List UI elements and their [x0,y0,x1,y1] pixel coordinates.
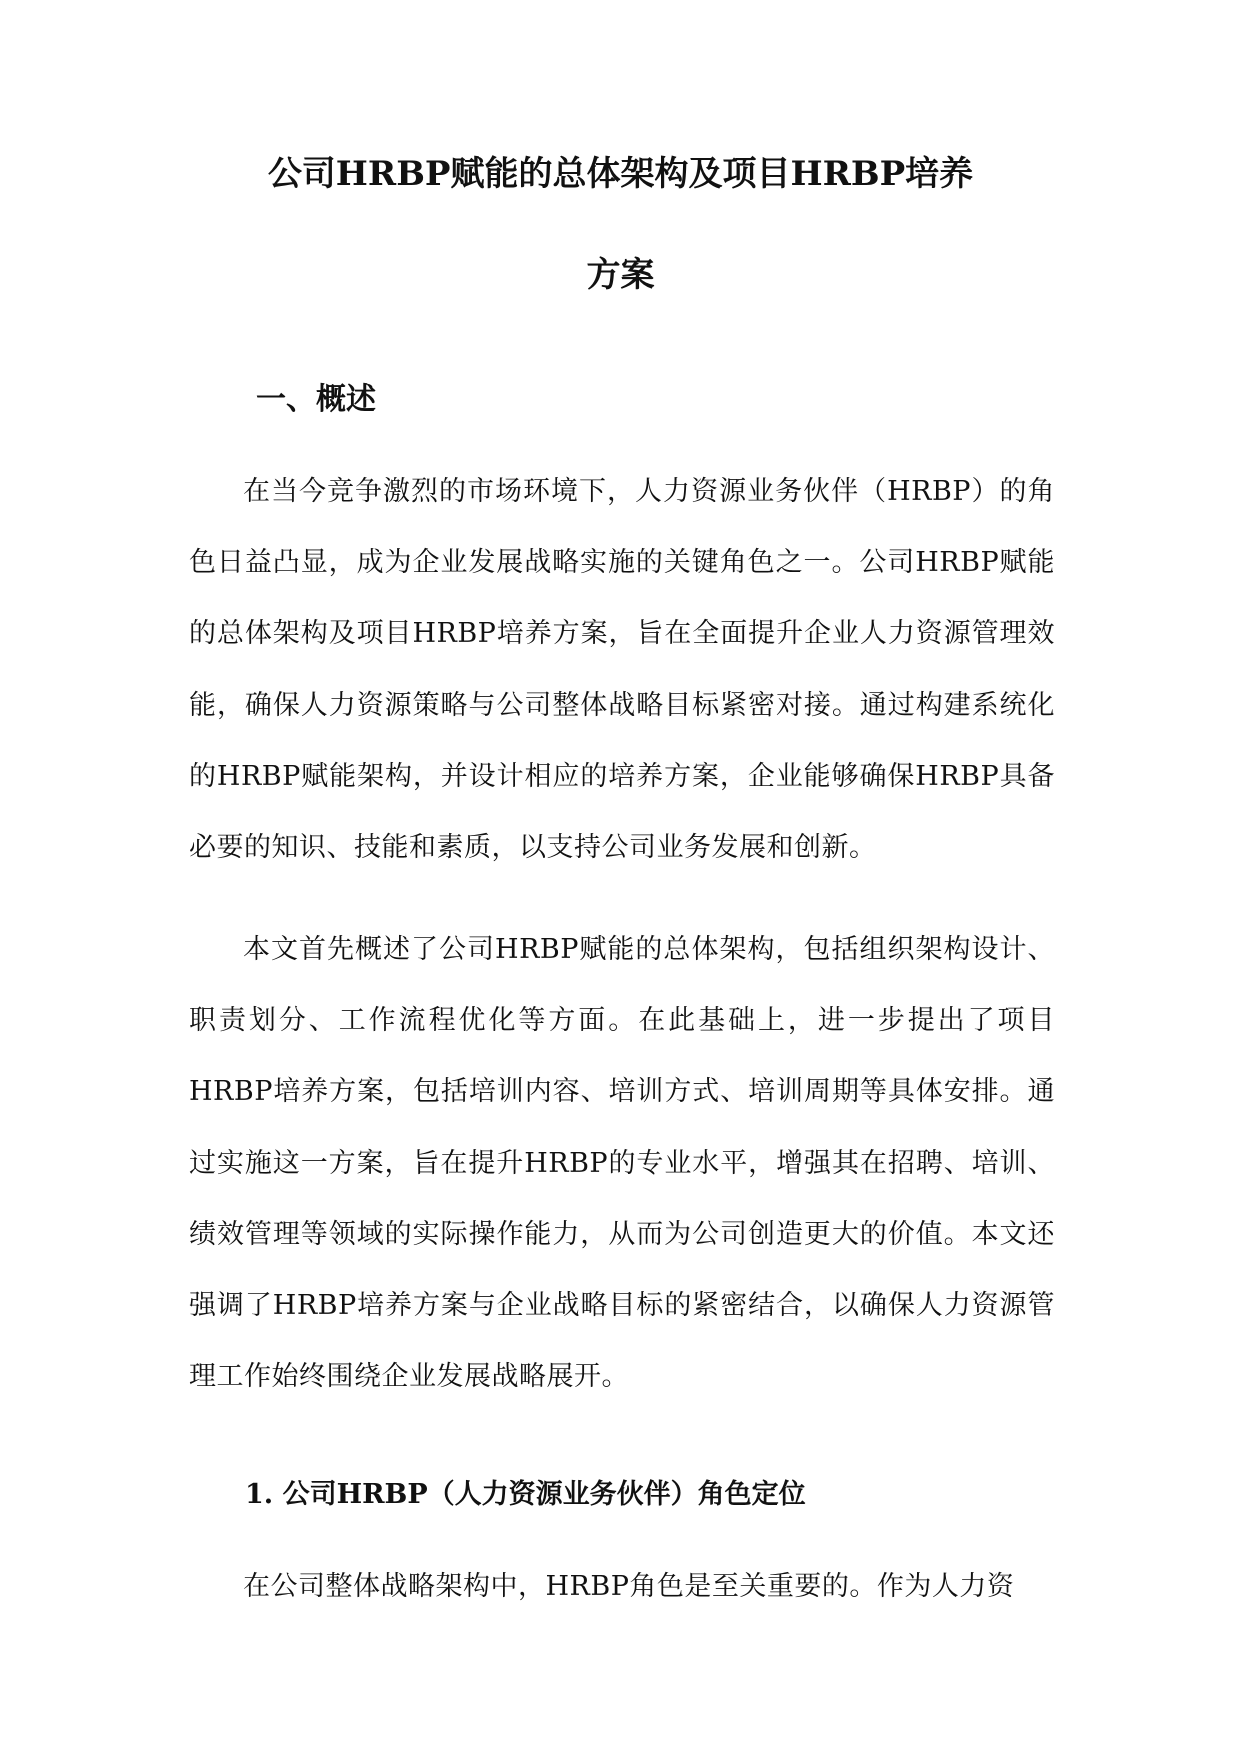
paragraph-1: 在当今竞争激烈的市场环境下，人力资源业务伙伴（HRBP）的角色日益凸显，成为企业发展战略实施的关键角色之一。公司HRBP赋能的总体架构及项目HRBP培养方案，旨在全面提升企业人力资源管理效能，确保人力资源策略与公司整体战略目标紧密对接。通过构建系统化的HRBP赋能架构，并设计相应的培养方案，企业能够确保HRBP具备必要的知识、技能和素质，以支持公司业务发展和创新。 [189,476,1055,864]
section-heading-overview: 一、概述 [256,382,376,417]
document-title-line-1: 公司HRBP赋能的总体架构及项目HRBP培养 [267,154,974,194]
paragraph-3: 在公司整体战略架构中，HRBP角色是至关重要的。作为人力资 [243,1571,1015,1602]
document-title-line-2: 方案 [586,255,655,295]
paragraph-2: 本文首先概述了公司HRBP赋能的总体架构，包括组织架构设计、职责划分、工作流程优化等方面。在此基础上，进一步提出了项目HRBP培养方案，包括培训内容、培训方式、培训周期等具体安排。通过实施这一方案，旨在提升HRBP的专业水平，增强其在招聘、培训、绩效管理等领域的实际操作能力，从而为公司创造更大的价值。本文还强调了HRBP培养方案与企业战略目标的紧密结合，以确保人力资源管理工作始终围绕企业发展战略展开。 [189,934,1055,1393]
subsection-heading-role: 1. 公司HRBP（人力资源业务伙伴）角色定位 [245,1479,806,1510]
